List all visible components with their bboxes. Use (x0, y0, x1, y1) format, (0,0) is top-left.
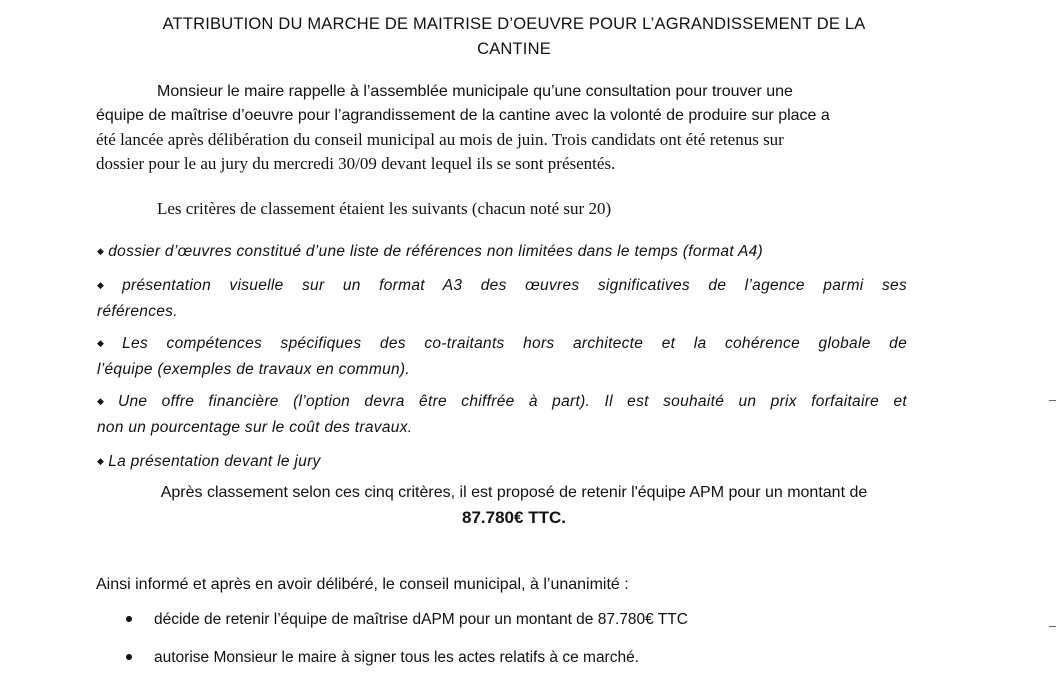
document-title-line-1: ATTRIBUTION DU MARCHE DE MAITRISE D’OEUVRE POUR L’AGRANDISSEMENT DE LA (162, 15, 866, 33)
intro-paragraph-line-2: équipe de maîtrise d’oeuvre pour l’agrandissement de la cantine avec la volonté de produire sur place a (96, 107, 830, 124)
bullet-dot-icon (126, 616, 132, 622)
proposal-text: Après classement selon ces cinq critères, il est proposé de retenir l'équipe APM pour un montant de (160, 484, 868, 501)
criterion-text: La présentation devant le jury (108, 453, 321, 470)
criterion-text: Une offre financière (l’option devra être chiffrée à part). Il est souhaité un prix forfaitaire et (117, 393, 907, 410)
criteria-intro: Les critères de classement étaient les suivants (chacun noté sur 20) (157, 199, 612, 218)
decision-list-item (126, 646, 926, 669)
document-title-line-2: CANTINE (477, 40, 551, 58)
criterion-text: dossier d’œuvres constitué d’une liste de références non limitées dans le temps (format A4) (108, 243, 763, 260)
criterion-text-continued: l’équipe (exemples de travaux en commun). (97, 361, 410, 378)
scan-edge-mark (1049, 626, 1056, 627)
criterion-item (97, 238, 907, 265)
criterion-item (97, 272, 907, 325)
criterion-text: Les compétences spécifiques des co-traitants hors architecte et la cohérence globale de (122, 335, 907, 352)
bullet-dot-icon (126, 654, 132, 660)
decision-text: décide de retenir l’équipe de maîtrise dAPM pour un montant de 87.780€ TTC (154, 611, 688, 628)
scan-edge-mark (1049, 400, 1056, 401)
criterion-text-continued: références. (97, 303, 178, 320)
decision-text: autorise Monsieur le maire à signer tous les actes relatifs à ce marché. (154, 649, 640, 666)
intro-paragraph-line-4: dossier pour le au jury du mercredi 30/09 devant lequel ils se sont présentés. (96, 154, 616, 173)
criterion-text: présentation visuelle sur un format A3 des œuvres significatives de l’agence parmi ses (122, 277, 907, 294)
intro-paragraph-line-1: Monsieur le maire rappelle à l’assemblée municipale qu’une consultation pour trouver une (157, 83, 793, 100)
diamond-bullet-icon: ◆ (97, 396, 114, 406)
decision-intro: Ainsi informé et après en avoir délibéré, le conseil municipal, à l’unanimité : (96, 576, 629, 593)
diamond-bullet-icon: ◆ (97, 456, 105, 466)
decision-list-item (126, 608, 926, 631)
criterion-item (97, 330, 907, 383)
criterion-item (97, 448, 907, 475)
criterion-text-continued: non un pourcentage sur le coût des travaux. (97, 419, 413, 436)
proposal-amount: 87.780€ TTC. (462, 508, 566, 527)
diamond-bullet-icon: ◆ (97, 338, 119, 348)
intro-paragraph-line-3: été lancée après délibération du conseil municipal au mois de juin. Trois candidats ont été retenus sur (96, 130, 784, 149)
diamond-bullet-icon: ◆ (97, 280, 119, 290)
diamond-bullet-icon: ◆ (97, 246, 105, 256)
criterion-item (97, 388, 907, 441)
